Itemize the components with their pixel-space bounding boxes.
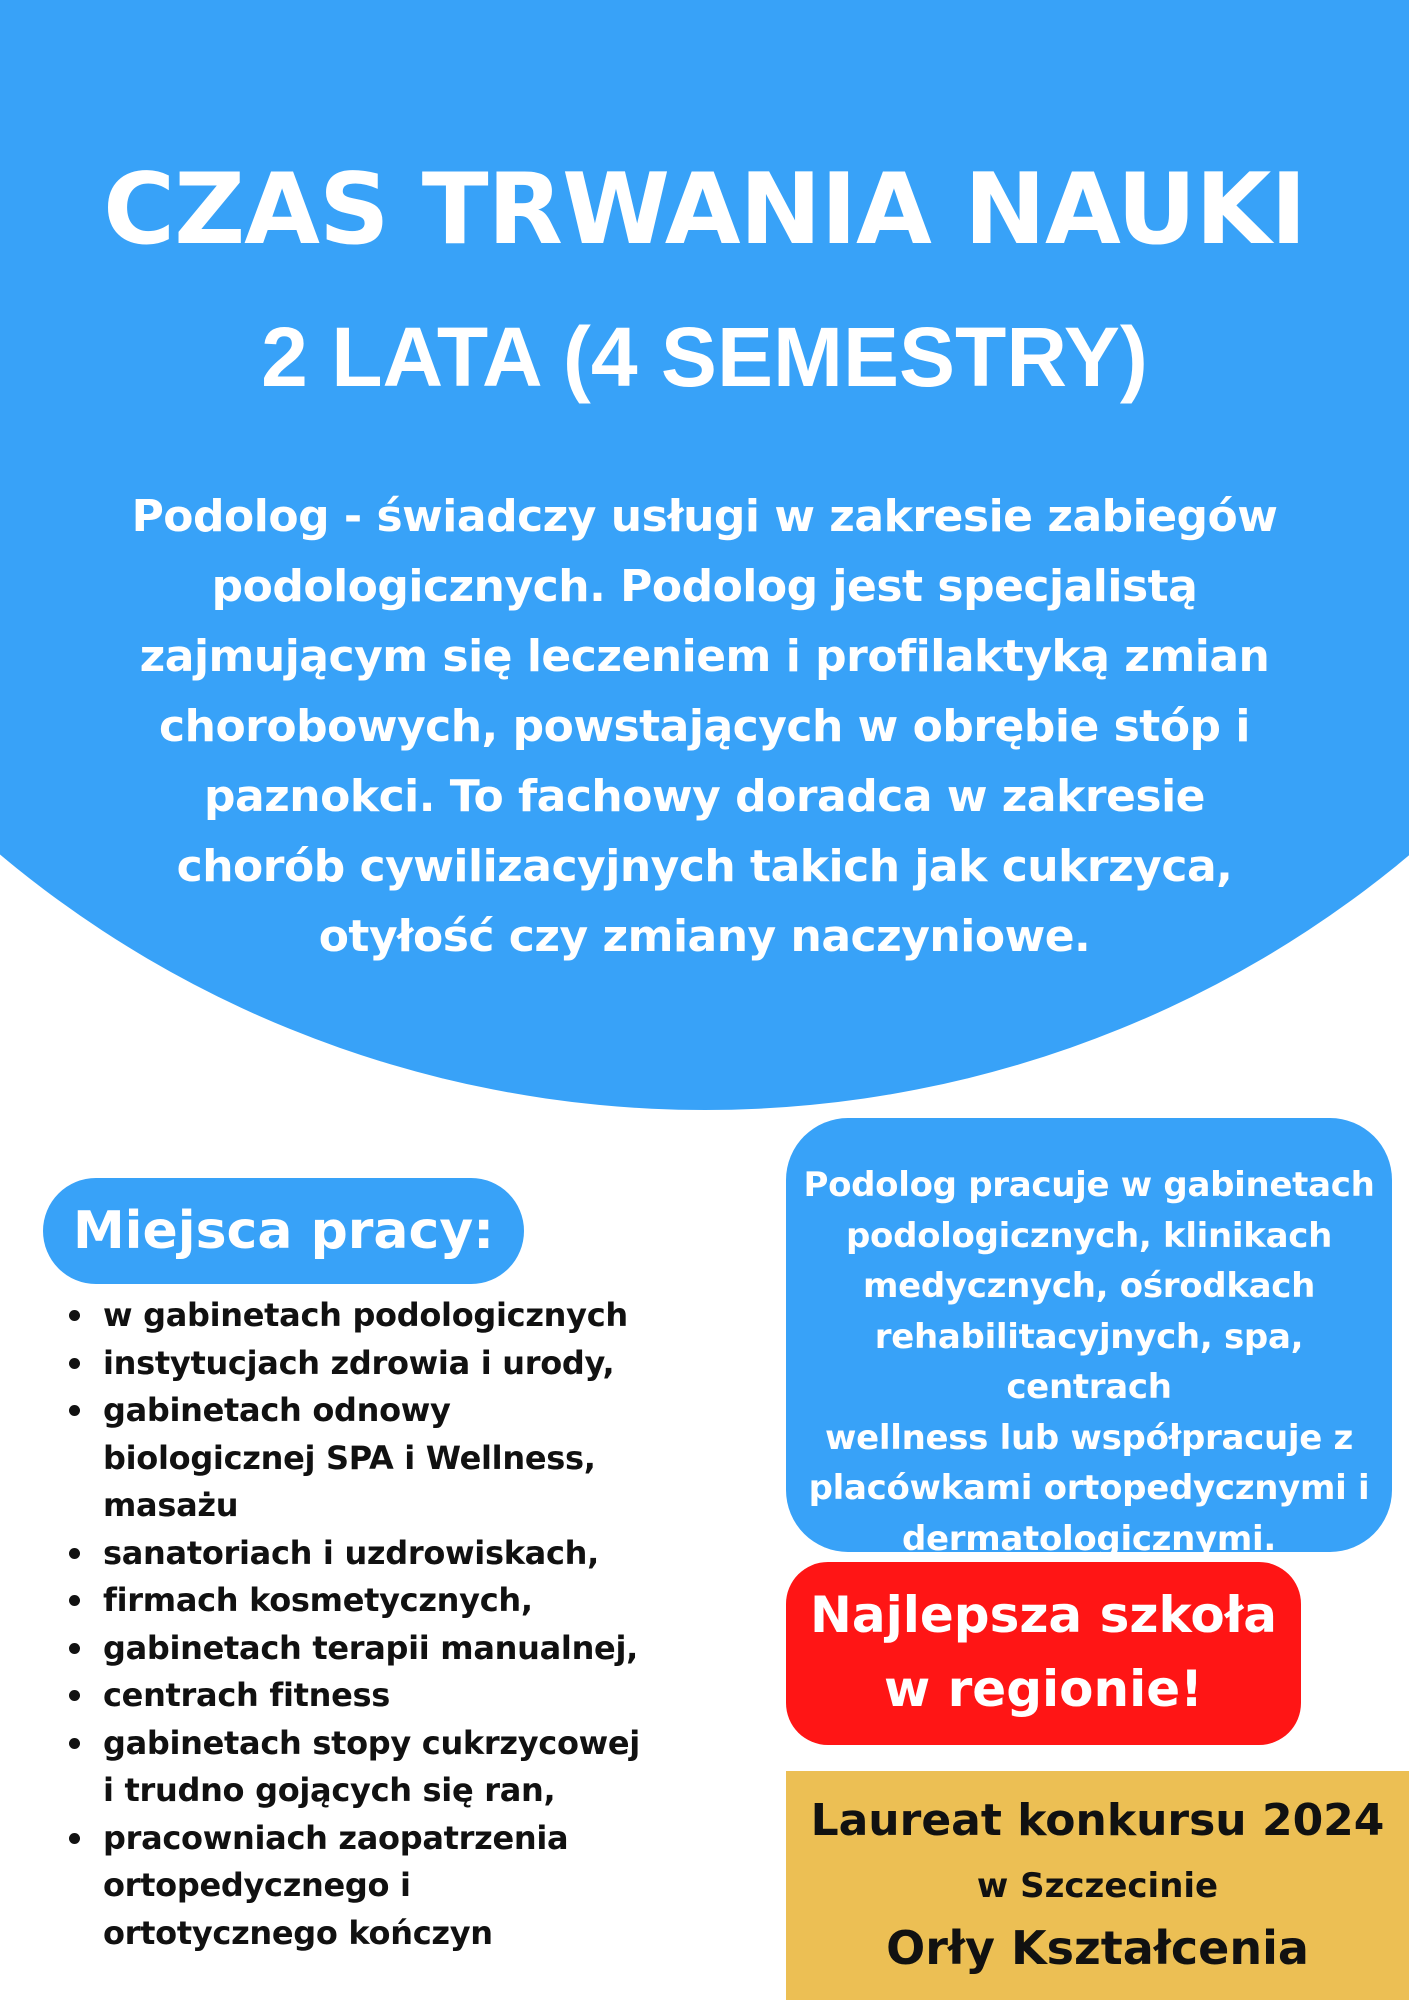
list-item [103, 1340, 663, 1388]
work-box-line: dermatologicznymi. [901, 1518, 1277, 1559]
work-box-line: placówkami ortopedycznymi i [808, 1468, 1370, 1508]
work-box-line: wellness lub współpracuje z [825, 1417, 1353, 1458]
duration-subtitle: 2 LATA (4 SEMESTRY) [261, 310, 1148, 404]
list-item-line: biologicznej SPA i Wellness, [103, 1438, 596, 1477]
intro-line: Podolog - świadczy usługi w zakresie zabiegów [131, 491, 1278, 542]
list-item [103, 1292, 663, 1340]
list-item [103, 1577, 663, 1625]
award-city: w Szczecinie [976, 1866, 1219, 1906]
list-item-line: gabinetach odnowy [103, 1391, 451, 1429]
list-item-line: instytucjach zdrowia i urody, [103, 1343, 615, 1382]
list-item [103, 1815, 663, 1958]
intro-line: podologicznych. Podolog jest specjalistą [211, 561, 1198, 612]
intro-line: chorób cywilizacyjnych takich jak cukrzyca, [176, 841, 1233, 892]
intro-line: chorobowych, powstających w obrębie stóp i [159, 701, 1250, 752]
workplaces-heading: Miejsca pracy: [43, 1178, 524, 1284]
list-item-line: i trudno gojących się ran, [103, 1771, 556, 1809]
work-description-box [786, 1118, 1392, 1559]
list-item-line: pracowniach zaopatrzenia [103, 1818, 569, 1857]
best-school-line: w regionie! [884, 1660, 1203, 1718]
best-school-banner [786, 1562, 1301, 1745]
intro-line: zajmującym się leczeniem i profilaktyką zmian [139, 631, 1270, 682]
list-item-line: w gabinetach podologicznych [103, 1296, 628, 1334]
list-item-line: masażu [103, 1486, 239, 1524]
intro-paragraph [80, 482, 1329, 972]
list-item [103, 1625, 663, 1673]
award-title: Laureat konkursu 2024 [810, 1795, 1385, 1846]
list-item-line: firmach kosmetycznych, [103, 1581, 533, 1619]
work-box-line: podologicznych, klinikach [845, 1215, 1332, 1256]
workplaces-list [103, 1292, 663, 1957]
work-box-line: Podolog pracuje w gabinetach [803, 1165, 1375, 1205]
list-item-line: sanatoriach i uzdrowiskach, [103, 1533, 599, 1572]
best-school-line: Najlepsza szkoła [810, 1586, 1277, 1644]
list-item-line: ortopedycznego i [103, 1866, 411, 1904]
award-name: Orły Kształcenia [886, 1921, 1309, 1975]
list-item [103, 1672, 663, 1720]
list-item-line: gabinetach stopy cukrzycowej [103, 1723, 640, 1762]
list-item-line: gabinetach terapii manualnej, [103, 1628, 638, 1667]
award-banner [786, 1771, 1409, 2000]
list-item [103, 1720, 663, 1815]
list-item-line: centrach fitness [103, 1676, 390, 1714]
intro-line: paznokci. To fachowy doradca w zakresie [203, 771, 1206, 822]
work-box-line: medycznych, ośrodkach [862, 1266, 1316, 1306]
list-item [103, 1387, 663, 1530]
list-item [103, 1530, 663, 1578]
list-item-line: ortotycznego kończyn [103, 1913, 493, 1952]
work-box-line: rehabilitacyjnych, spa, centrach [874, 1316, 1304, 1407]
page-title: CZAS TRWANIA NAUKI [103, 153, 1306, 267]
intro-line: otyłość czy zmiany naczyniowe. [318, 911, 1091, 962]
